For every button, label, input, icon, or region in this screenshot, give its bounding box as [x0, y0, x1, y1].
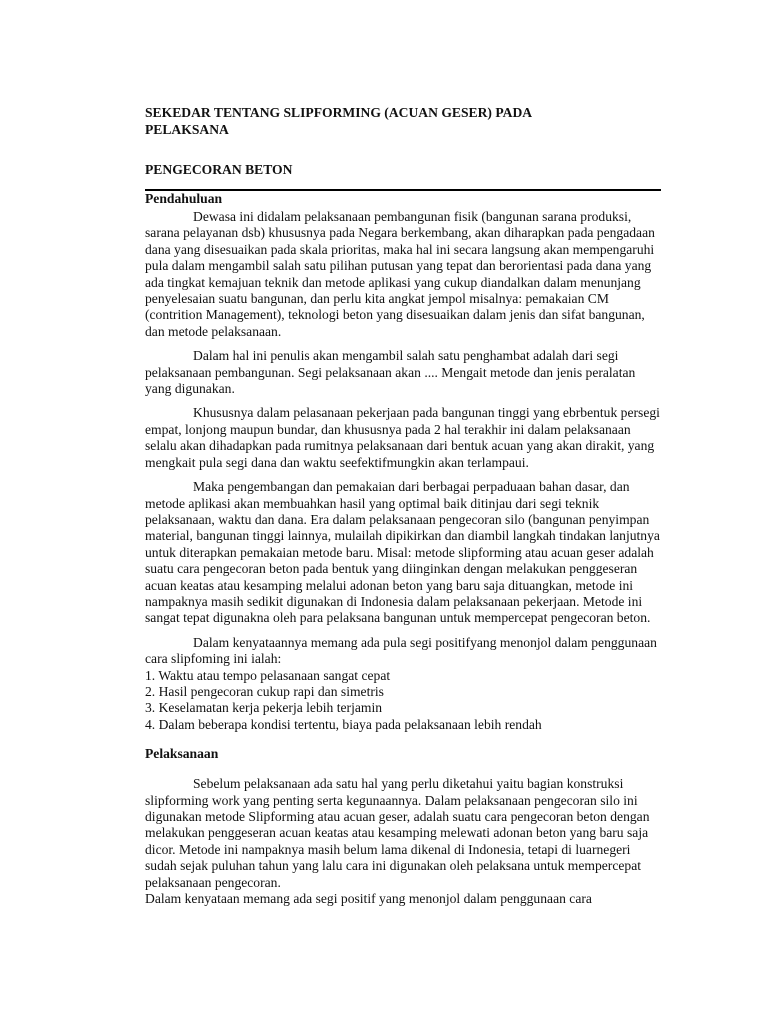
title-line-1: SEKEDAR TENTANG SLIPFORMING (ACUAN GESER) PADA: [145, 105, 533, 120]
section-heading-pelaksanaan: Pelaksanaan: [145, 746, 219, 762]
intro-paragraph-5: Dalam kenyataannya memang ada pula segi positifyang menonjol dalam penggunaan cara slipfoming ini ialah:: [145, 634, 657, 667]
intro-paragraph-4: Maka pengembangan dan pemakaian dari berbagai perpaduaan bahan dasar, dan metode aplikasi akan membuahkan hasil yang optimal baik ditinjau dari segi teknik pelaksanaan, waktu dan dana. Era dalam pelaksanaan pengecoran silo (bangunan penyimpan material, bangunan tinggi lainnya, mulailah dipikirkan dan diambil langkah tindakan lanjutnya untuk diterapkan pemakaian metode baru. Misal: metode slipforming atau acuan geser adalah suatu cara pengecoran beton pada bentuk yang diinginkan dengan melakukan penggeseran acuan keatas atau kesamping melalui adonan beton yang baru saja dituangkan, metode ini nampaknya masih sedikit digunakan di Indonesia dalam pelaksanaan pekerjaan. Metode ini sangat tepat digunakna oleh para pelaksana bangunan untuk mempercepat pengecoran beton.: [145, 479, 660, 626]
title-line-2: PELAKSANA: [145, 122, 229, 137]
pelaksanaan-final-line: Dalam kenyataan memang ada segi positif yang menonjol dalam penggunaan cara: [145, 891, 592, 907]
advantages-list: [145, 668, 661, 734]
document-subtitle: PENGECORAN BETON: [145, 162, 293, 177]
section-heading-pendahuluan: Pendahuluan: [145, 191, 223, 206]
list-item: 2. Hasil pengecoran cukup rapi dan simetris: [145, 683, 384, 699]
intro-paragraph-3: Khususnya dalam pelasanaan pekerjaan pada bangunan tinggi yang ebrbentuk persegi empat, lonjong maupun bundar, dan khususnya pada 2 hal terakhir ini dalam pelaksanaan selalu akan dihadapkan pada rumitnya pelaksanaan dari bentuk acuan yang akan dirakit, yang mengkait pula segi dana dan waktu seefektifmungkin akan terlampaui.: [145, 405, 660, 470]
document-title: [145, 104, 661, 138]
list-item: 1. Waktu atau tempo pelasanaan sangat cepat: [145, 667, 391, 683]
list-item: 4. Dalam beberapa kondisi tertentu, biaya pada pelaksanaan lebih rendah: [145, 716, 542, 732]
pelaksanaan-paragraph: Sebelum pelaksanaan ada satu hal yang perlu diketahui yaitu bagian konstruksi slipforming work yang penting serta kegunaannya. Dalam pelaksanaan pengecoran silo ini digunakan metode Slipforming atau acuan geser, adalah suatu cara pengecoran beton dengan melakukan penggeseran acuan keatas atau kesamping melewati adonan beton yang baru saja dicor. Metode ini nampaknya masih belum lama dikenal di Indonesia, tetapi di luarnegeri sudah sejak puluhan tahun yang lalu cara ini digunakan oleh pelaksana untuk mempercepat pelaksanaan pengecoran.: [145, 776, 650, 890]
intro-paragraph-2: Dalam hal ini penulis akan mengambil salah satu penghambat adalah dari segi pelaksanaan pembangunan. Segi pelaksanaan akan .... Mengait metode dan jenis peralatan yang digunakan.: [145, 348, 636, 397]
list-item: 3. Keselamatan kerja pekerja lebih terjamin: [145, 700, 383, 716]
intro-paragraph-1: Dewasa ini didalam pelaksanaan pembangunan fisik (bangunan sarana produksi, sarana pelayanan dsb) khususnya pada Negara berkembang, akan diharapkan pada pengadaan dana yang disesuaikan pada skala prioritas, maka hal ini secara langsung akan mempengaruhi pula dalam mengambil salah satu pilihan putusan yang tepat dan berorientasi pada dana yang ada tingkat kemajuan teknik dan metode aplikasi yang cukup diandalkan dalam menunjang penyelesaian suatu bangunan, dan perlu kita angkat jempol misalnya: pemakaian CM (contrition Management), teknologi beton yang disesuaikan dalam jenis dan sifat bangunan, dan metode pelaksanaan.: [145, 209, 655, 339]
document-body: [145, 104, 661, 907]
heading-divider: [145, 189, 661, 191]
